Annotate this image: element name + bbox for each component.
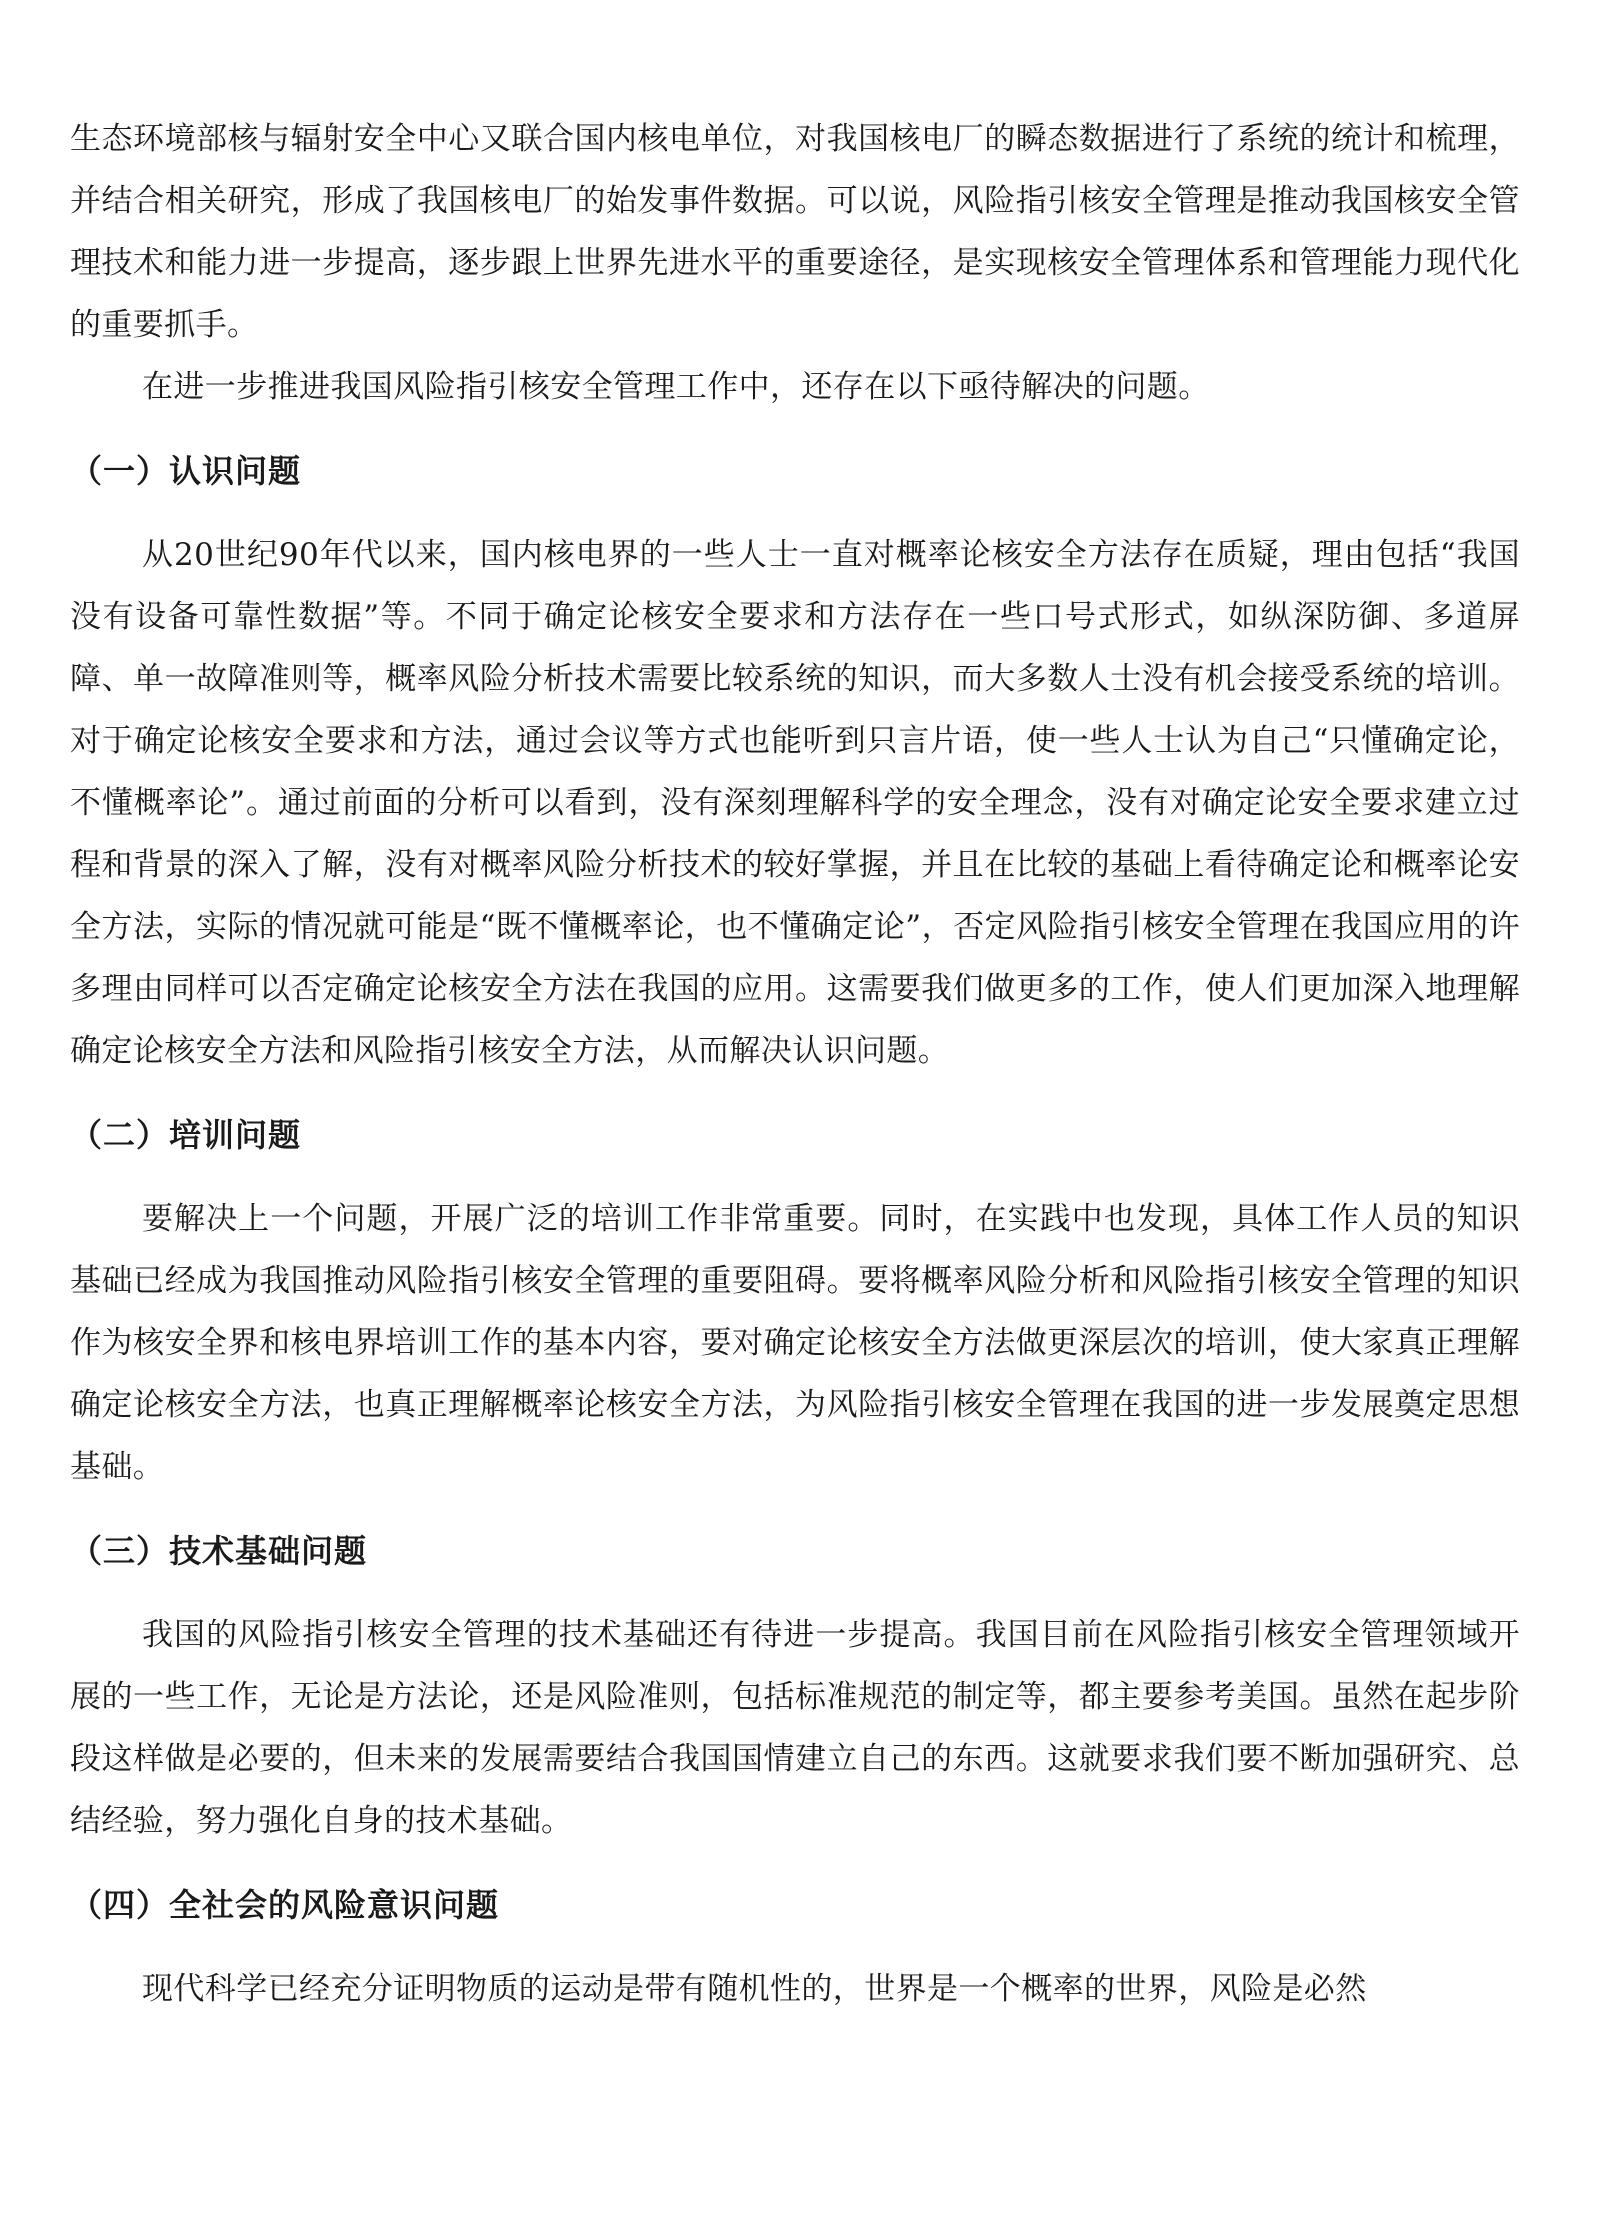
section-heading-technical-basis: （三）技术基础问题 <box>70 1532 368 1570</box>
paragraph-training: 要解决上一个问题，开展广泛的培训工作非常重要。同时，在实践中也发现，具体工作人员的知识基础已经成为我国推动风险指引核安全管理的重要阻碍。要将概率风险分析和风险指引核安全管理的知识作为核安全界和核电界培训工作的基本内容，要对确定论核安全方法做更深层次的培训，使大家真正理解确定论核安全方法，也真正理解概率论核安全方法，为风险指引核安全管理在我国的进一步发展奠定思想基础。 <box>70 1201 1520 1485</box>
paragraph-intro-problems: 在进一步推进我国风险指引核安全管理工作中，还存在以下亟待解决的问题。 <box>142 369 1210 405</box>
paragraph-technical-basis: 我国的风险指引核安全管理的技术基础还有待进一步提高。我国目前在风险指引核安全管理领域开展的一些工作，无论是方法论，还是风险准则，包括标准规范的制定等，都主要参考美国。虽然在起步阶段这样做是必要的，但未来的发展需要结合我国国情建立自己的东西。这就要求我们要不断加强研究、总结经验，努力强化自身的技术基础。 <box>70 1617 1520 1839</box>
section-heading-training: （二）培训问题 <box>70 1116 302 1154</box>
paragraph-risk-awareness: 现代科学已经充分证明物质的运动是带有随机性的，世界是一个概率的世界，风险是必然 <box>142 1971 1367 2007</box>
section-heading-risk-awareness: （四）全社会的风险意识问题 <box>70 1886 500 1924</box>
paragraph-recognition: 从20世纪90年代以来，国内核电界的一些人士一直对概率论核安全方法存在质疑，理由包括“我国没有设备可靠性数据”等。不同于确定论核安全要求和方法存在一些口号式形式，如纵深防御、多道屏障、单一故障准则等，概率风险分析技术需要比较系统的知识，而大多数人士没有机会接受系统的培训。对于确定论核安全要求和方法，通过会议等方式也能听到只言片语，使一些人士认为自己“只懂确定论，不懂概率论”。通过前面的分析可以看到，没有深刻理解科学的安全理念，没有对确定论安全要求建立过程和背景的深入了解，没有对概率风险分析技术的较好掌握，并且在比较的基础上看待确定论和概率论安全方法，实际的情况就可能是“既不懂概率论，也不懂确定论”，否定风险指引核安全管理在我国应用的许多理由同样可以否定确定论核安全方法在我国的应用。这需要我们做更多的工作，使人们更加深入地理解确定论核安全方法和风险指引核安全方法，从而解决认识问题。 <box>70 537 1520 1069</box>
section-heading-recognition: （一）认识问题 <box>70 452 302 490</box>
document-page <box>70 108 1520 2020</box>
paragraph-intro-continued: 生态环境部核与辐射安全中心又联合国内核电单位，对我国核电厂的瞬态数据进行了系统的统计和梳理，并结合相关研究，形成了我国核电厂的始发事件数据。可以说，风险指引核安全管理是推动我国核安全管理技术和能力进一步提高，逐步跟上世界先进水平的重要途径，是实现核安全管理体系和管理能力现代化的重要抓手。 <box>70 121 1520 343</box>
